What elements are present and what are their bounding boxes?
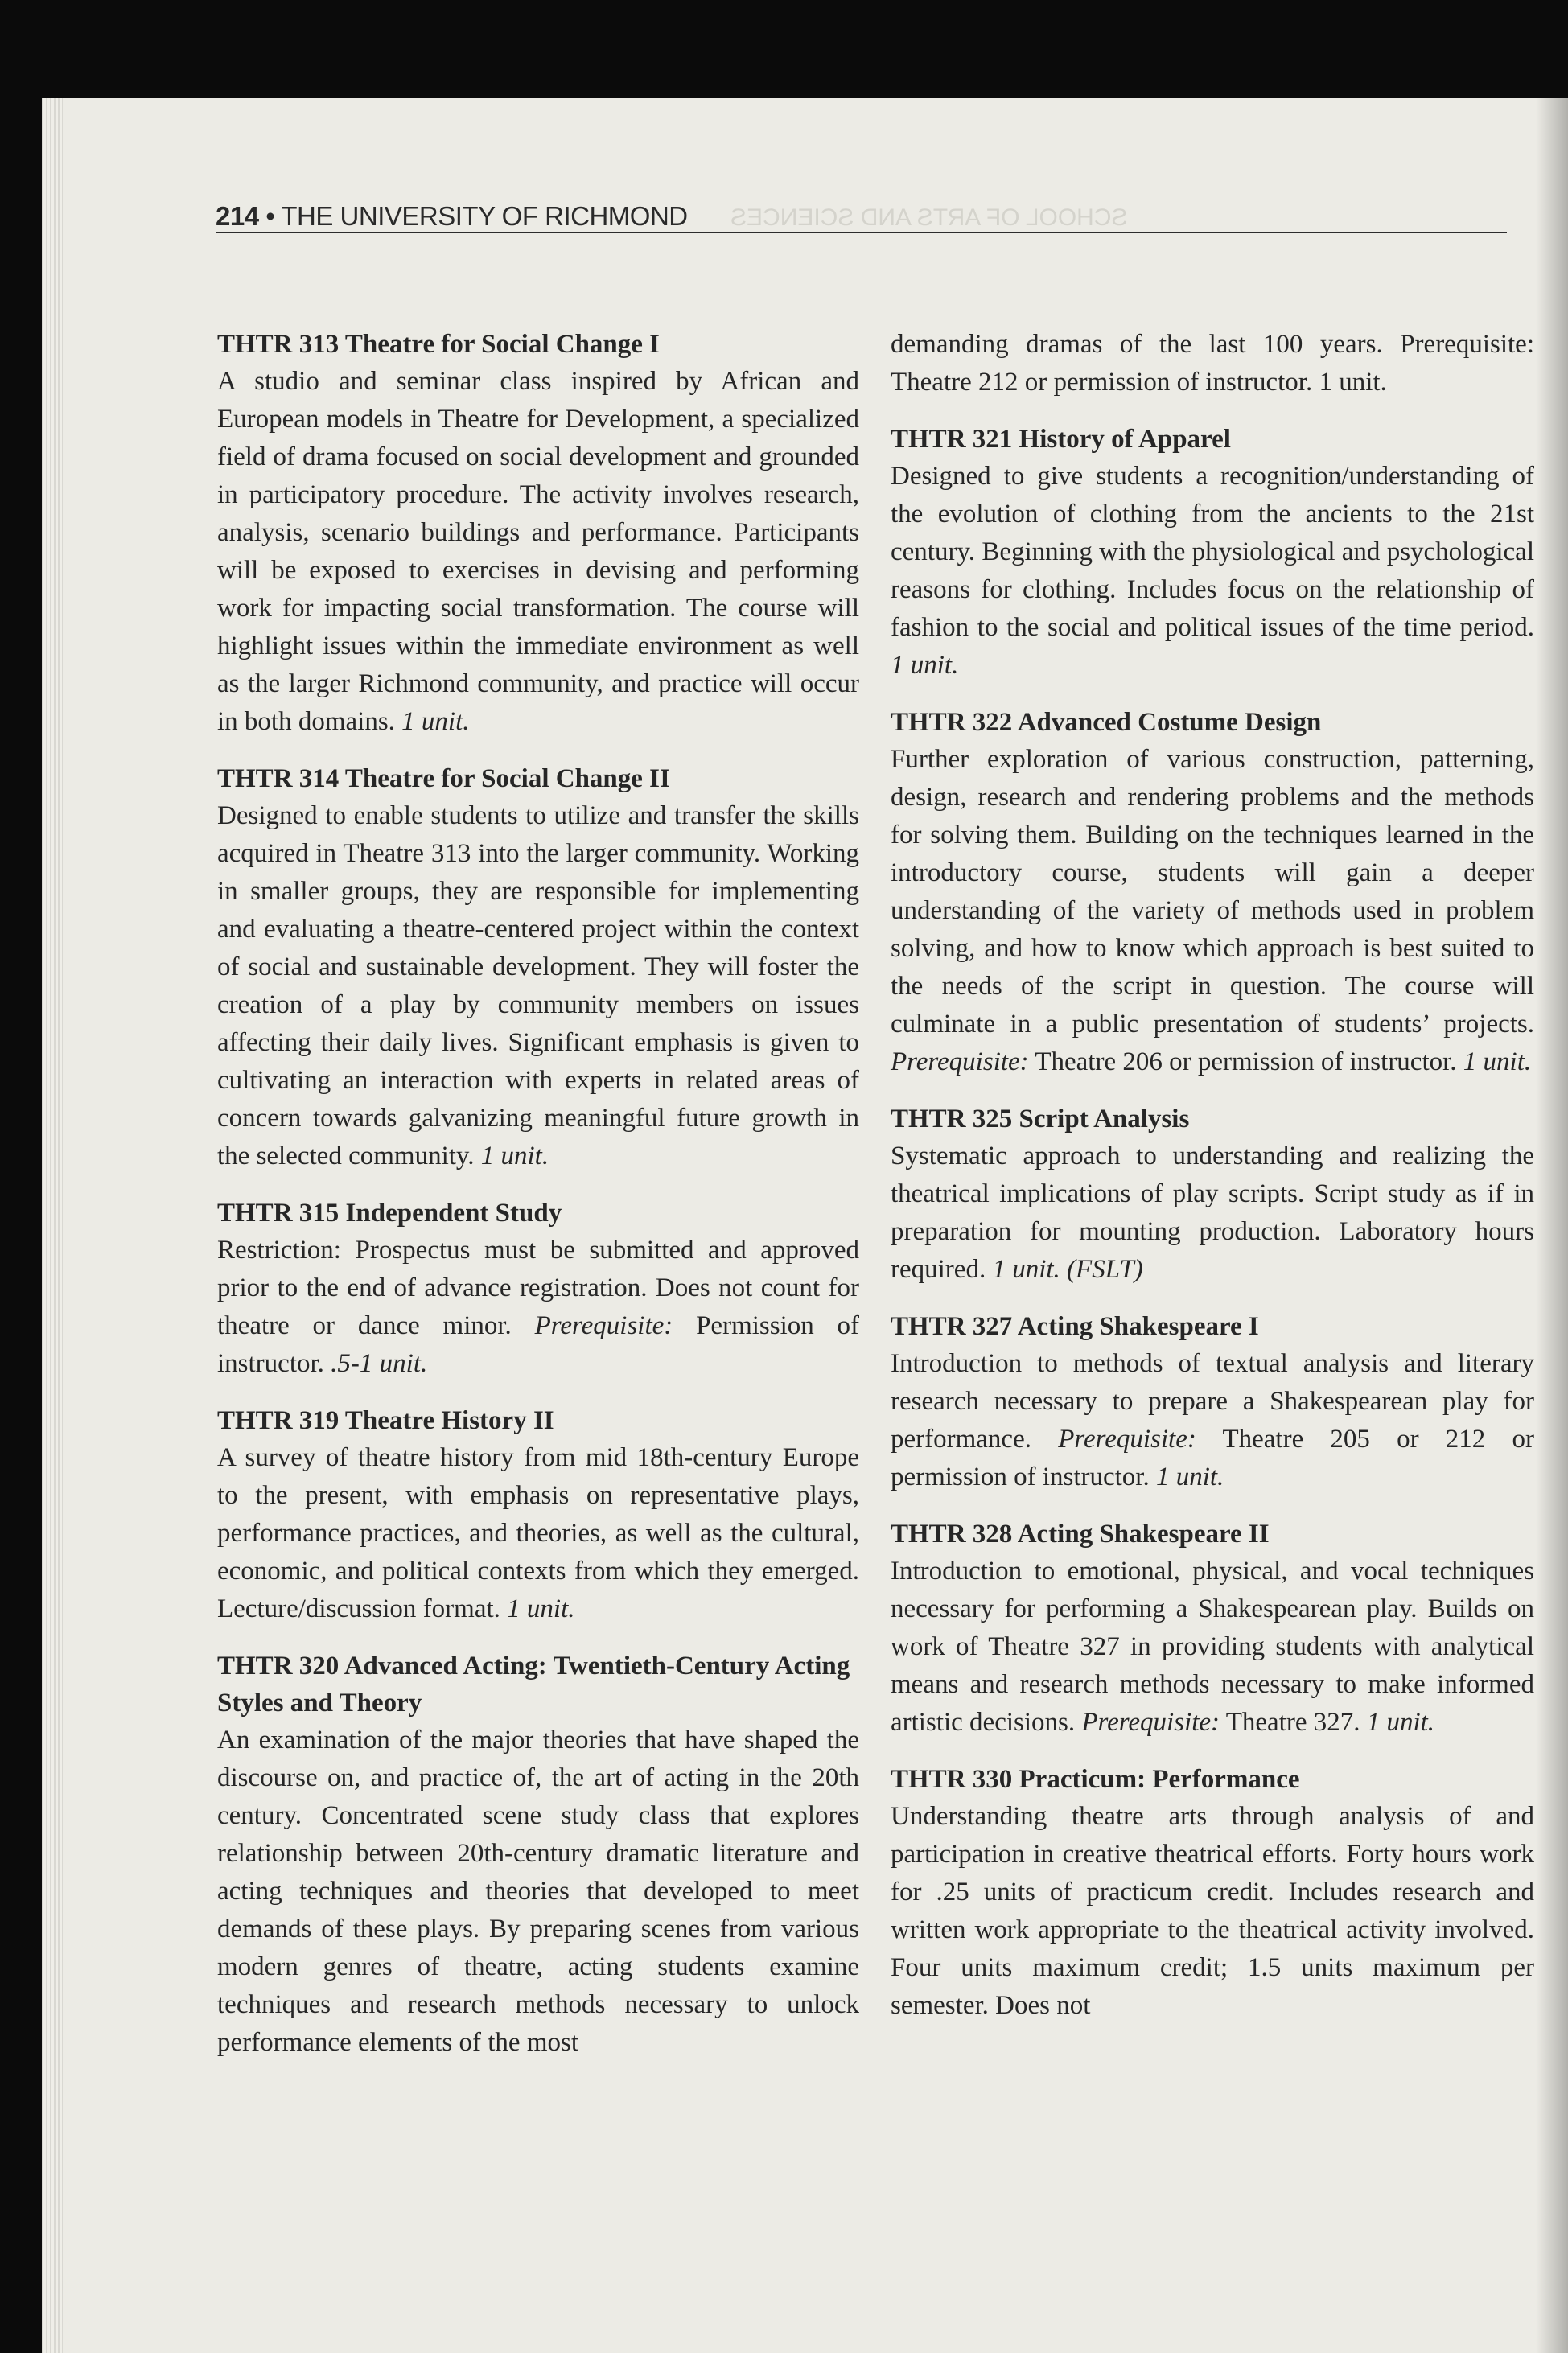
credit-units: 1 unit.: [1366, 1708, 1435, 1737]
prerequisite-label: Prerequisite:: [534, 1311, 673, 1340]
course-title: THTR 315 Independent Study: [217, 1199, 562, 1228]
running-header: [216, 200, 1507, 233]
page-number: 214: [216, 201, 259, 231]
right-column: [891, 326, 1534, 2044]
course-thtr-320: [217, 1648, 859, 2062]
course-title: THTR 314 Theatre for Social Change II: [217, 764, 670, 793]
prerequisite-text: Theatre 205 or 212 or permission of instructor.: [891, 1425, 1534, 1491]
book-page: [42, 98, 1568, 2353]
credit-units: 1 unit.: [507, 1594, 575, 1623]
course-description: [891, 1798, 1534, 2025]
credit-units: 1 unit.: [992, 1255, 1060, 1284]
course-title: THTR 328 Acting Shakespeare II: [891, 1520, 1270, 1549]
course-thtr-325: [891, 1100, 1534, 1289]
description-text: Introduction to methods of textual analysis and literary research necessary to prepare a Shakespearean play for performance.: [891, 1349, 1534, 1454]
course-tag: (FSLT): [1067, 1255, 1143, 1284]
description-text: Restriction: Prospectus must be submitted and approved prior to the end of advance registration. Does not count for theatre or dance minor.: [217, 1236, 859, 1340]
description-text: A survey of theatre history from mid 18th-century Europe to the present, with emphasis on representative plays, performance practices, and theories, as well as the cultural, economic, and political contexts from which they emerged. Lecture/discussion format.: [217, 1443, 859, 1623]
course-description: [217, 1722, 859, 2062]
course-title: THTR 313 Theatre for Social Change I: [217, 330, 661, 359]
header-text: [216, 201, 688, 232]
course-description: [217, 1232, 859, 1383]
course-thtr-321: [891, 421, 1534, 685]
prerequisite-label: Prerequisite:: [1058, 1425, 1196, 1454]
course-title: THTR 320 Advanced Acting: Twentieth-Century Acting Styles and Theory: [217, 1652, 850, 1717]
course-description: [891, 458, 1534, 685]
description-text: A studio and seminar class inspired by African and European models in Theatre for Development, a specialized field of drama focused on social development and grounded in participatory procedure. The activity involves research, analysis, scenario buildings and performance. Participants will be exposed to exercises in devising and performing work for impacting social transformation. The course will highlight issues within the immediate environment as well as the larger Richmond community, and practice will occur in both domains.: [217, 367, 859, 736]
course-thtr-314: [217, 760, 859, 1175]
prerequisite-text: Theatre 212 or permission of instructor.: [891, 368, 1313, 397]
course-thtr-322: [891, 704, 1534, 1081]
course-title: THTR 319 Theatre History II: [217, 1406, 554, 1435]
spine-shadow: [1536, 98, 1568, 2353]
course-description: [217, 1439, 859, 1628]
course-description: [217, 363, 859, 741]
course-thtr-327: [891, 1308, 1534, 1496]
description-text: Designed to give students a recognition/understanding of the evolution of clothing from the ancients to the 21st century. Beginning with the physiological and psychological reasons for clothing. Includes focus on the relationship of fashion to the social and political issues of the time period.: [891, 462, 1534, 642]
description-text: Introduction to emotional, physical, and vocal techniques necessary for performing a Shakespearean play. Builds on work of Theatre 327 in providing students with analytical means and research methods necessary to make informed artistic decisions.: [891, 1557, 1534, 1737]
description-text: Understanding theatre arts through analysis of and participation in creative theatrical efforts. Forty hours work for .25 units of practicum credit. Includes research and written work appropriate to the theatrical activity involved. Four units maximum credit; 1.5 units maximum per semester. Does not: [891, 1802, 1534, 2020]
course-title: THTR 322 Advanced Costume Design: [891, 708, 1322, 737]
continued-description: [891, 326, 1534, 401]
credit-units: 1 unit.: [1155, 1462, 1224, 1491]
course-description: [891, 1137, 1534, 1289]
header-separator: •: [265, 201, 275, 231]
credit-units: 1 unit.: [891, 651, 959, 680]
course-thtr-313: [217, 326, 859, 741]
prerequisite-text: Theatre 327.: [1225, 1708, 1360, 1737]
credit-units: 1 unit.: [1463, 1047, 1532, 1076]
prerequisite-text: Theatre 206 or permission of instructor.: [1035, 1047, 1457, 1076]
course-thtr-319: [217, 1402, 859, 1628]
prerequisite-text: Permission of instructor.: [217, 1311, 860, 1378]
left-column: [217, 326, 859, 2081]
course-title: THTR 321 History of Apparel: [891, 425, 1231, 454]
course-description: [217, 797, 859, 1175]
course-thtr-315: [217, 1195, 859, 1383]
credit-units: 1 unit.: [401, 707, 470, 736]
description-text: Systematic approach to understanding and realizing the theatrical implications of play scripts. Script study as if in preparation for mounting production. Laboratory hours required.: [891, 1142, 1534, 1284]
course-thtr-328: [891, 1516, 1534, 1742]
page-edges: [42, 98, 63, 2353]
header-title: THE UNIVERSITY OF RICHMOND: [281, 201, 688, 231]
credit-units: .5-1 unit.: [331, 1349, 428, 1378]
course-description: [891, 741, 1534, 1081]
description-text: Designed to enable students to utilize and transfer the skills acquired in Theatre 313 into the larger community. Working in smaller groups, they are responsible for implementing and evaluating a theatre-centered project within the context of social and sustainable development. They will foster the creation of a play by community members on issues affecting their daily lives. Significant emphasis is given to cultivating an interaction with experts in related areas of concern towards galvanizing meaningful future growth in the selected community.: [217, 801, 859, 1170]
prerequisite-label: Prerequisite:: [1081, 1708, 1220, 1737]
course-thtr-330: [891, 1761, 1534, 2025]
bleed-through-text: SCHOOL OF ARTS AND SCIENCES: [730, 204, 1128, 231]
description-text: Further exploration of various construction, patterning, design, research and rendering problems and the methods for solving them. Building on the techniques learned in the introductory course, students will gain a deeper understanding of the variety of methods used in problem solving, and how to know which approach is best suited to the needs of the script in question. The course will culminate in a public presentation of students’ projects.: [891, 745, 1534, 1039]
credit-units: 1 unit.: [480, 1142, 549, 1170]
prerequisite-label: Prerequisite:: [891, 1047, 1029, 1076]
course-title: THTR 330 Practicum: Performance: [891, 1765, 1300, 1794]
course-title: THTR 327 Acting Shakespeare I: [891, 1312, 1259, 1341]
credit-units: 1 unit.: [1319, 368, 1387, 397]
course-description: [891, 1553, 1534, 1742]
course-title: THTR 325 Script Analysis: [891, 1105, 1190, 1133]
prerequisite-label: Prerequisite:: [1400, 330, 1534, 359]
description-text: demanding dramas of the last 100 years.: [891, 330, 1383, 359]
course-description: [891, 1345, 1534, 1496]
description-text: An examination of the major theories that have shaped the discourse on, and practice of, the art of acting in the 20th century. Concentrated scene study class that explores relationship between 20th-century dramatic literature and acting techniques and theories that developed to meet demands of these plays. By preparing scenes from various modern genres of theatre, acting students examine techniques and research methods necessary to unlock performance elements of the most: [217, 1726, 859, 2057]
